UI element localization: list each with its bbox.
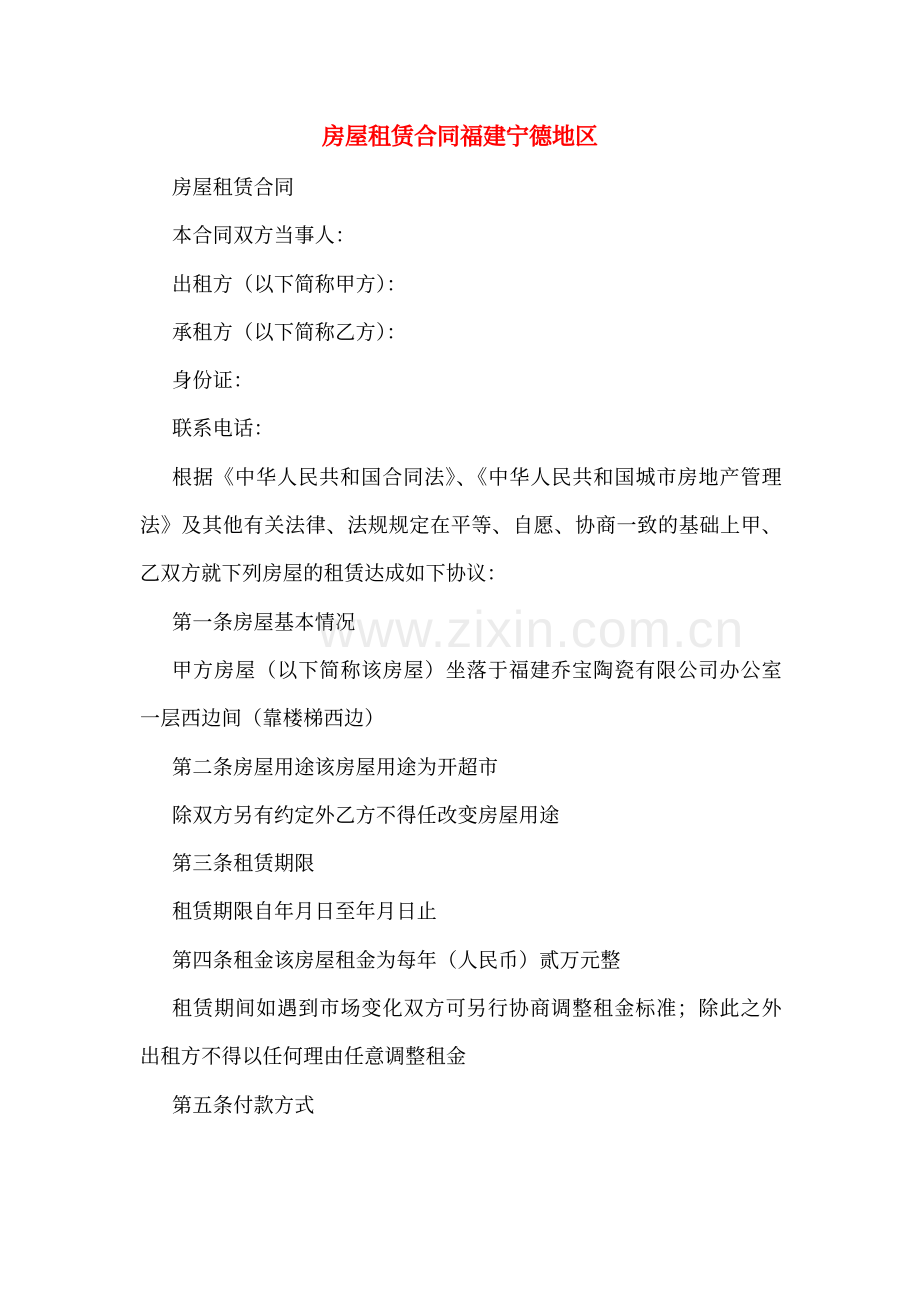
paragraph-lease-term: 租赁期限自年月日至年月日止 <box>172 899 438 924</box>
document-title: 房屋租赁合同福建宁德地区 <box>322 123 598 150</box>
paragraph-article-5: 第五条付款方式 <box>172 1092 315 1117</box>
paragraph-article-2: 第二条房屋用途该房屋用途为开超市 <box>172 754 499 779</box>
paragraph-lessee: 承租方（以下简称乙方）： <box>172 319 407 344</box>
paragraph-article-4: 第四条租金该房屋租金为每年（人民币）贰万元整 <box>172 947 621 972</box>
paragraph-usage-restriction: 除双方另有约定外乙方不得任改变房屋用途 <box>172 802 560 827</box>
paragraph-legal-basis: 根据《中华人民共和国合同法》、《中华人民共和国城市房地产管理法》及其他有关法律、法规规定在平等、自愿、协商一致的基础上甲、乙双方就下列房屋的租赁达成如下协议： <box>140 464 782 586</box>
paragraph-article-1: 第一条房屋基本情况 <box>172 609 356 634</box>
paragraph-article-3: 第三条租赁期限 <box>172 851 315 876</box>
paragraph-phone: 联系电话： <box>172 416 274 441</box>
paragraph-lessor: 出租方（以下简称甲方）： <box>172 271 407 296</box>
paragraph-id-card: 身份证： <box>172 368 254 393</box>
paragraph-rent-adjustment: 租赁期间如遇到市场变化双方可另行协商调整租金标准；除此之外出租方不得以任何理由任意调整租金 <box>140 996 782 1069</box>
paragraph-parties: 本合同双方当事人： <box>172 223 356 248</box>
paragraph-heading: 房屋租赁合同 <box>172 175 295 199</box>
watermark-logo: www.zixin.com.cn <box>318 601 745 659</box>
paragraph-location: 甲方房屋（以下简称该房屋）坐落于福建乔宝陶瓷有限公司办公室一层西边间（靠楼梯西边） <box>140 657 782 731</box>
